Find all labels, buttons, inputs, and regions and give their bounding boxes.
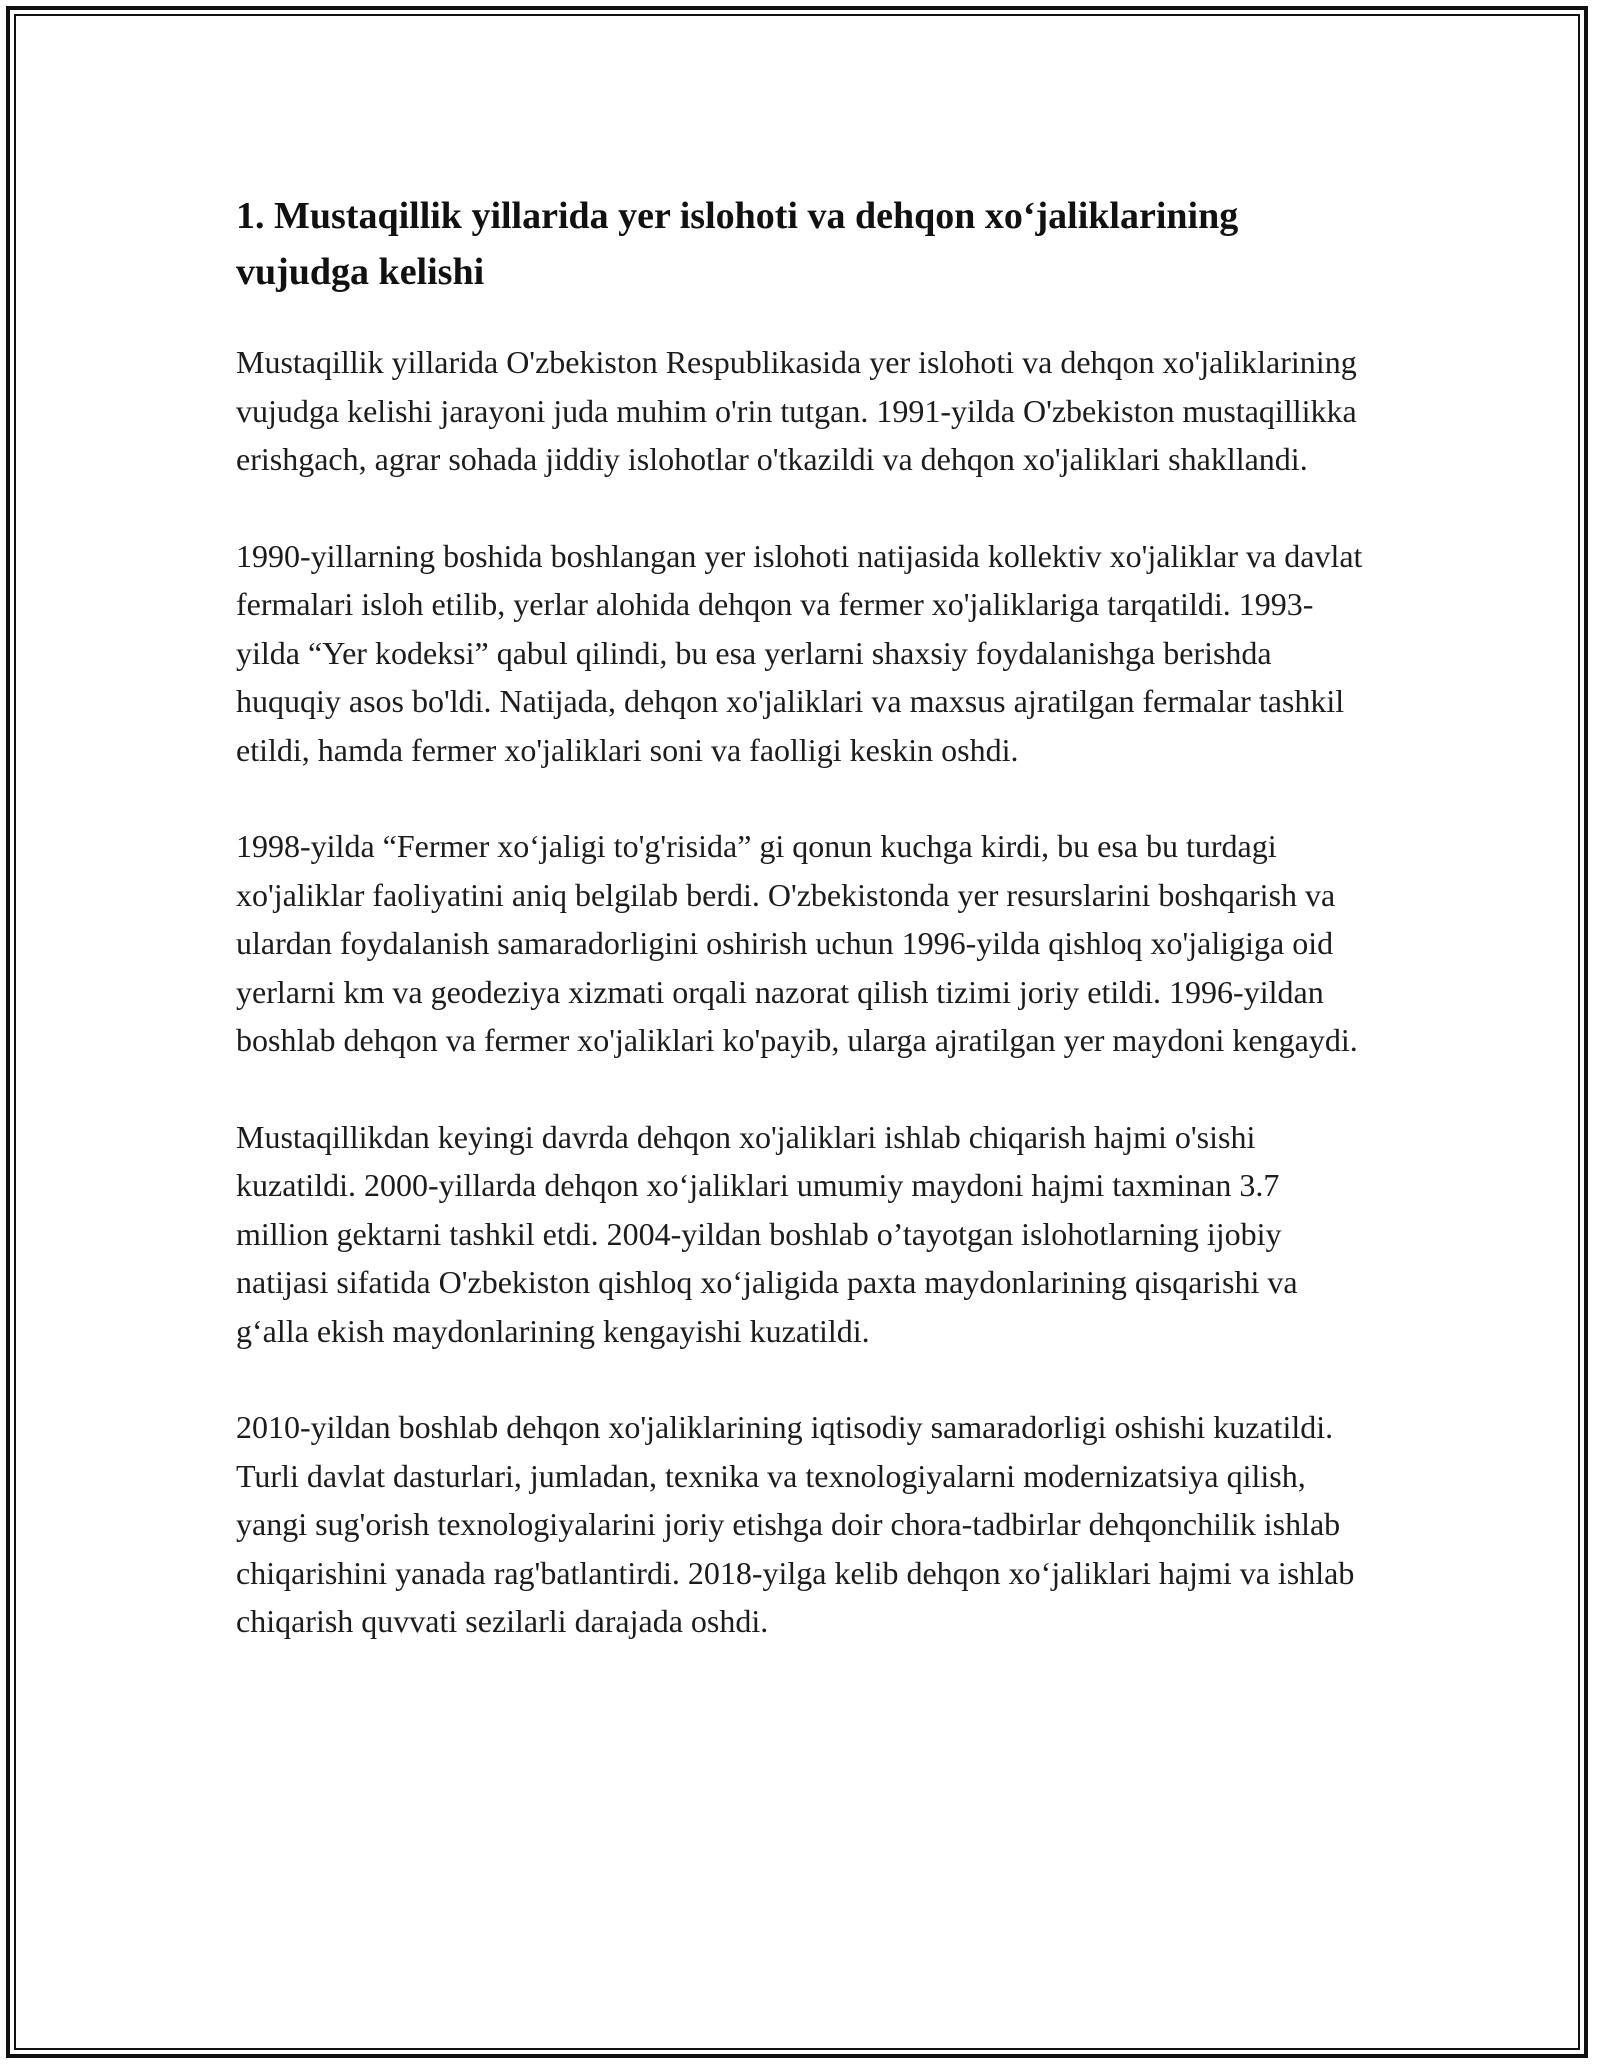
paragraph-5: 2010-yildan boshlab dehqon xo'jaliklarining iqtisodiy samaradorligi oshishi kuzatildi. Turli davlat dasturlari, jumladan, texnika va texnologiyalarni modernizatsiya qilish, yangi sug'orish texnologiyalarini joriy etishga doir chora-tadbirlar dehqonchilik ishlab chiqarishini yanada rag'batlantirdi. 2018-yilga kelib dehqon xo‘jaliklari hajmi va ishlab chiqarish quvvati sezilarli darajada oshdi.: [236, 1409, 1355, 1639]
paragraph-1: Mustaqillik yillarida O'zbekiston Respublikasida yer islohoti va dehqon xo'jaliklarining vujudga kelishi jarayoni juda muhim o'rin tutgan. 1991-yilda O'zbekiston mustaqillikka erishgach, agrar sohada jiddiy islohotlar o'tkazildi va dehqon xo'jaliklari shakllandi.: [236, 344, 1357, 477]
paragraph-3: 1998-yilda “Fermer xo‘jaligi to'g'risida” gi qonun kuchga kirdi, bu esa bu turdagi xo'jaliklar faoliyatini aniq belgilab berdi. O'zbekistonda yer resurslarini boshqarish va ulardan foydalanish samaradorligini oshirish uchun 1996-yilda qishloq xo'jaligiga oid yerlarni km va geodeziya xizmati orqali nazorat qilish tizimi joriy etildi. 1996-yildan boshlab dehqon va fermer xo'jaliklari ko'payib, ularga ajratilgan yer maydoni kengaydi.: [236, 828, 1358, 1058]
paragraph-4: Mustaqillikdan keyingi davrda dehqon xo'jaliklari ishlab chiqarish hajmi o'sishi kuzatildi. 2000-yillarda dehqon xo‘jaliklari umumiy maydoni hajmi taxminan 3.7 million gektarni tashkil etdi. 2004-yildan boshlab o’tayotgan islohotlarning ijobiy natijasi sifatida O'zbekiston qishloq xo‘jaligida paxta maydonlarining qisqarishi va g‘alla ekish maydonlarining kengayishi kuzatildi.: [236, 1118, 1298, 1349]
document-body: [236, 188, 1376, 1694]
paragraph-2: 1990-yillarning boshida boshlangan yer islohoti natijasida kollektiv xo'jaliklar va davlat fermalari isloh etilib, yerlar alohida dehqon va fermer xo'jaliklariga tarqatildi. 1993-yilda “Yer kodeksi” qabul qilindi, bu esa yerlarni shaxsiy foydalanishga berishda huquqiy asos bo'ldi. Natijada, dehqon xo'jaliklari va maxsus ajratilgan fermalar tashkil etildi, hamda fermer xo'jaliklari soni va faolligi keskin oshdi.: [236, 537, 1363, 768]
document-title: 1. Mustaqillik yillarida yer islohoti va dehqon xo‘jaliklarining vujudga kelishi: [236, 195, 1239, 293]
